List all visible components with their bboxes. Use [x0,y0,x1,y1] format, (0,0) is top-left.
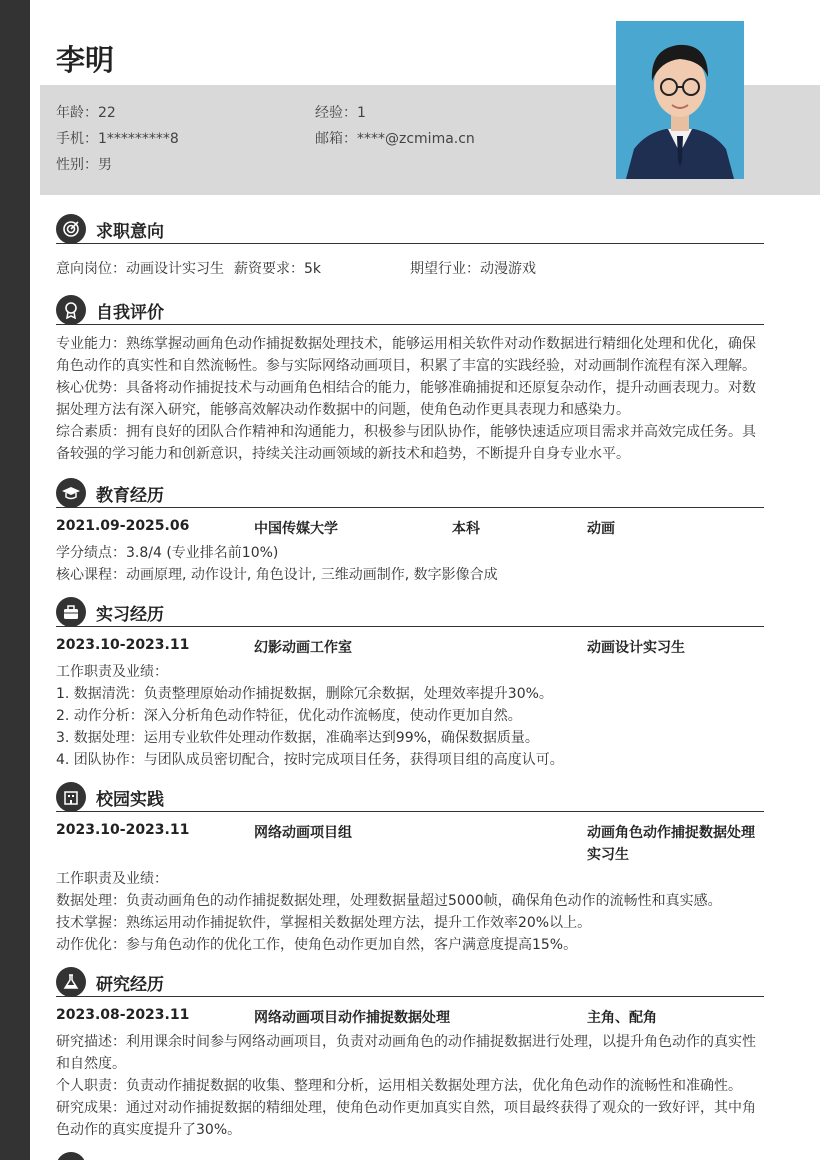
campus-intro: 工作职责及业绩： [56,871,168,887]
self-eval-paragraph: 核心优势：具备将动作捕捉技术与动画角色相结合的能力，能够准确捕捉和还原复杂动作，提升动画表现力。对数据处理方法有深入研究，能够高效解决动作数据中的问题，使角色动作更具表现力和感染力。 [56,380,756,418]
list-item: 1. 数据清洗：负责整理原始动作捕捉数据，删除冗余数据，处理效率提升30%。 [56,686,553,702]
award-icon [56,295,86,325]
section-header-intent [56,214,764,244]
phone-field: 手机：1*********8 [56,131,179,147]
edu-major: 动画 [587,521,615,537]
profile-photo [616,21,744,179]
left-sidebar-bar [0,0,30,1160]
email-field: 邮箱：****@zcmima.cn [315,131,475,147]
flask-icon [56,967,86,997]
intern-company: 幻影动画工作室 [254,640,352,656]
research-desc: 研究描述：利用课余时间参与网络动画项目，负责对动画角色的动作捕捉数据进行处理，以提升角色动作的真实性和自然度。 [56,1034,756,1072]
intent-industry: 期望行业：动漫游戏 [410,261,536,277]
campus-date: 2023.10-2023.11 [56,822,190,838]
experience-field: 经验：1 [315,105,366,121]
section-header-campus [56,782,764,812]
list-item: 动作优化：参与角色动作的优化工作，使角色动作更加自然，客户满意度提高15%。 [56,937,578,953]
section-title: 求职意向 [96,222,164,242]
research-project: 网络动画项目动作捕捉数据处理 [254,1010,450,1026]
section-header-research [56,967,764,997]
edu-date: 2021.09-2025.06 [56,518,190,534]
building-icon [56,782,86,812]
section-title: 教育经历 [96,486,164,506]
candidate-name: 李明 [56,43,115,77]
list-item: 3. 数据处理：运用专业软件处理动作数据，准确率达到99%，确保数据质量。 [56,730,539,746]
section-title: 自我评价 [96,303,164,323]
list-item: 2. 动作分析：深入分析角色动作特征，优化动作流畅度，使动作更加自然。 [56,708,522,724]
intent-salary: 薪资要求：5k [234,261,322,277]
target-icon [56,214,86,244]
research-role: 主角、配角 [587,1010,657,1026]
research-result: 研究成果：通过对动作捕捉数据的精细处理，使角色动作更加真实自然，项目最终获得了观众的一致好评，其中角色动作的真实度提升了30%。 [56,1100,756,1138]
age-field: 年龄：22 [56,105,116,121]
section-title: 校园实践 [96,790,164,810]
self-eval-paragraph: 综合素质：拥有良好的团队合作精神和沟通能力，积极参与团队协作，能够快速适应项目需求并高效完成任务。具备较强的学习能力和创新意识，持续关注动画领域的新技术和趋势，不断提升自身专业水平。 [56,424,756,462]
section-header-education [56,478,764,508]
research-duty: 个人职责：负责动作捕捉数据的收集、整理和分析，运用相关数据处理方法，优化角色动作的流畅性和准确性。 [56,1078,742,1094]
campus-role: 动画角色动作捕捉数据处理实习生 [587,825,755,863]
section-header-self-eval [56,295,764,325]
self-eval-paragraph: 专业能力：熟练掌握动画角色动作捕捉数据处理技术，能够运用相关软件对动作数据进行精细化处理和优化，确保角色动作的真实性和自然流畅性。参与实际网络动画项目，积累了丰富的实践经验，对动画制作流程有深入理解。 [56,336,756,374]
briefcase-icon [56,597,86,627]
section-icon [56,1152,86,1160]
research-date: 2023.08-2023.11 [56,1007,190,1023]
section-header-internship [56,597,764,627]
intern-date: 2023.10-2023.11 [56,637,190,653]
intern-intro: 工作职责及业绩： [56,664,168,680]
campus-org: 网络动画项目组 [254,825,352,841]
graduation-cap-icon [56,478,86,508]
edu-school: 中国传媒大学 [254,521,338,537]
list-item: 4. 团队协作：与团队成员密切配合，按时完成项目任务，获得项目组的高度认可。 [56,752,564,768]
edu-gpa: 学分绩点：3.8/4 (专业排名前10%) [56,545,279,561]
gender-field: 性别：男 [56,157,112,173]
intern-role: 动画设计实习生 [587,640,685,656]
edu-courses: 核心课程：动画原理, 动作设计, 角色设计, 三维动画制作, 数字影像合成 [56,567,498,583]
section-title: 实习经历 [96,605,164,625]
edu-degree: 本科 [452,521,480,537]
intent-position: 意向岗位：动画设计实习生 [56,261,224,277]
list-item: 数据处理：负责动画角色的动作捕捉数据处理，处理数据量超过5000帧，确保角色动作的流畅性和真实感。 [56,893,722,909]
list-item: 技术掌握：熟练运用动作捕捉软件，掌握相关数据处理方法，提升工作效率20%以上。 [56,915,592,931]
section-header-cutoff [56,1152,764,1160]
section-title: 研究经历 [96,975,164,995]
